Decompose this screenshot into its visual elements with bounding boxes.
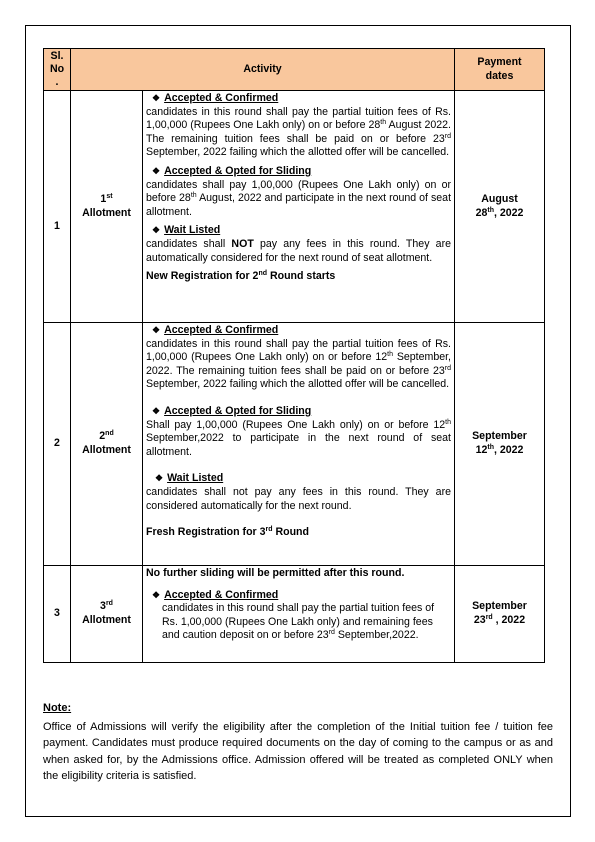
row-allotment: 1st Allotment (71, 91, 143, 323)
header-activity: Activity (71, 49, 455, 91)
table-row (44, 323, 545, 566)
section-heading: ❖ Wait Listed (152, 224, 221, 237)
note-title: Note: (43, 702, 72, 714)
row-activity (143, 323, 455, 566)
row-payment-date: August 28th, 2022 (455, 91, 545, 323)
fee-schedule-table (43, 48, 545, 663)
section-heading: ❖ Wait Listed (155, 472, 224, 485)
header-slno: Sl. No . (44, 49, 71, 91)
section-footer: Fresh Registration for 3rd Round (146, 526, 309, 539)
header-payment-dates: Payment dates (455, 49, 545, 91)
table-row (44, 91, 545, 323)
section-text: candidates in this round shall pay the partial tuition fees of Rs. 1,00,000 (Rupees One Lakh only) on or before 12th September, 2022. The remaining tuition fees shall be paid on or before 23rd September, 2022 failing which the allotted offer will be cancelled. (146, 337, 452, 391)
section-heading: ❖ Accepted & Confirmed (152, 588, 279, 601)
section-text: candidates shall pay 1,00,000 (Rupees One Lakh only) on or before 28th August, 2022 and participate in the next round of seat allotment. (146, 178, 452, 218)
note-text: Office of Admissions will verify the eligibility after the completion of the Initial tuition fee / tuition fee payment. Candidates must produce required documents on the day of coming to the campus or as and when asked for, by the Admissions office. Admission offered will be treated as completed ONLY when the eligibility criteria is satisfied. (43, 721, 553, 782)
row-activity (143, 566, 455, 663)
row-activity (143, 91, 455, 323)
note-section (43, 700, 553, 784)
section-heading: ❖ Accepted & Confirmed (152, 324, 279, 336)
row-allotment: 2nd Allotment (71, 323, 143, 566)
row-slno: 3 (44, 566, 71, 663)
section-text: candidates shall not pay any fees in this round. They are considered automatically for the next round. (146, 485, 451, 512)
row-slno: 1 (44, 91, 71, 323)
table-header-row (44, 49, 545, 91)
section-footer: New Registration for 2nd Round starts (146, 270, 336, 283)
row-payment-date: September 12th, 2022 (455, 323, 545, 566)
row-slno: 2 (44, 323, 71, 566)
table-row (44, 566, 545, 663)
section-text: Shall pay 1,00,000 (Rupees One Lakh only) on or before 12th September,2022 to participate in the next round of seat allotment. (146, 418, 451, 458)
section-text: candidates in this round shall pay the partial tuition fees of Rs. 1,00,000 (Rupees One Lakh only) and remaining fees and caution deposit on or before 23rd September,2022. (162, 602, 435, 642)
row-allotment: 3rd Allotment (71, 566, 143, 663)
section-heading: ❖ Accepted & Opted for Sliding (152, 164, 312, 177)
row-payment-date: September 23rd , 2022 (455, 566, 545, 663)
section-heading: ❖ Accepted & Opted for Sliding (152, 404, 312, 417)
section-note: No further sliding will be permitted after this round. (146, 567, 405, 579)
section-text: candidates in this round shall pay the partial tuition fees of Rs. 1,00,000 (Rupees One Lakh only) on or before 28th August 2022. The remaining tuition fees shall be paid on or before 23rd September, 2022 failing which the allotted offer will be cancelled. (146, 105, 451, 159)
section-heading: ❖ Accepted & Confirmed (152, 92, 279, 104)
section-text: candidates shall NOT pay any fees in this round. They are automatically considered for the next round of seat allotment. (146, 237, 451, 264)
